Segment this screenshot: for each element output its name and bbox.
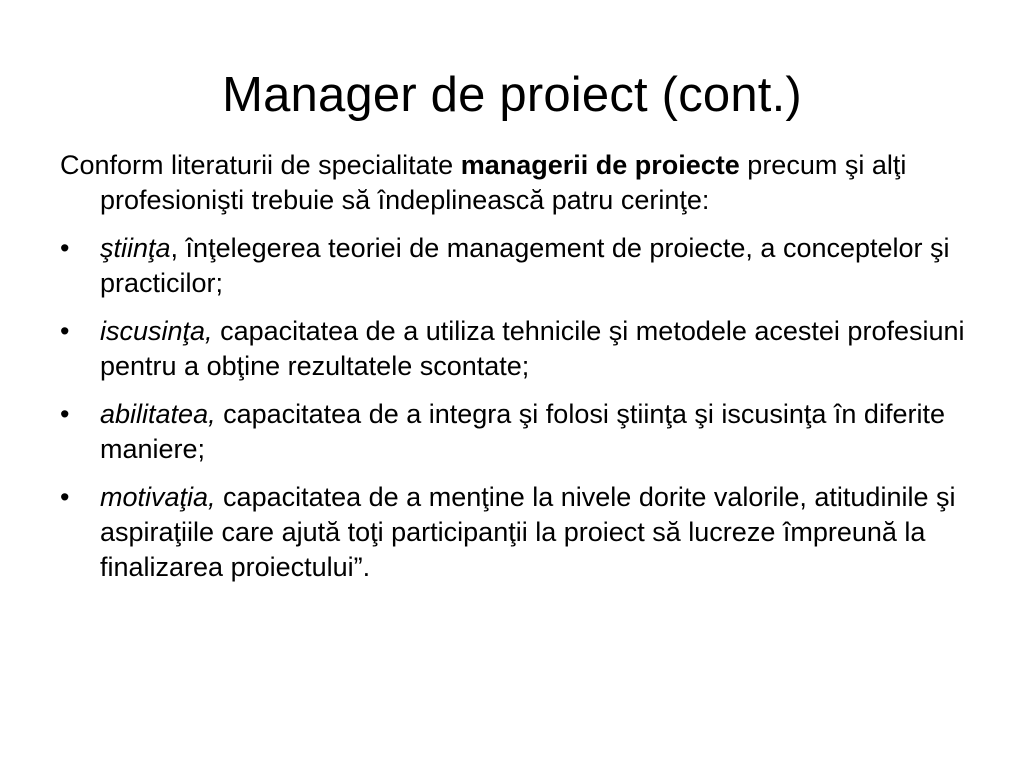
bullet-text: capacitatea de a integra şi folosi ştiinţa şi iscusinţa în diferite maniere; — [100, 399, 945, 464]
intro-rest-text: precum şi alţi profesionişti trebuie să îndeplinească patru cerinţe: — [100, 150, 907, 215]
bullet-text: , înţelegerea teoriei de management de proiecte, a conceptelor şi practicilor; — [100, 233, 950, 298]
slide-body — [60, 148, 980, 585]
slide-title: Manager de proiect (cont.) — [222, 68, 802, 122]
bullet-term: abilitatea, — [100, 399, 216, 429]
bullet-text: capacitatea de a menţine la nivele dorite valorile, atitudinile şi aspiraţiile care ajută toţi participanţii la proiect să lucreze împreună la finalizarea proiectului”. — [100, 482, 956, 582]
intro-lead-text: Conform literaturii de specialitate — [60, 150, 461, 180]
bullet-list — [60, 231, 980, 585]
intro-paragraph — [60, 148, 980, 218]
bullet-term: ştiinţa — [100, 233, 171, 263]
bullet-marker: • — [60, 316, 70, 346]
bullet-marker: • — [60, 399, 70, 429]
bullet-item-motivatia — [60, 480, 980, 585]
bullet-item-iscusinta — [60, 314, 980, 384]
bullet-text: capacitatea de a utiliza tehnicile şi metodele acestei profesiuni pentru a obţine rezultatele scontate; — [100, 316, 965, 381]
bullet-marker: • — [60, 482, 70, 512]
bullet-marker: • — [60, 233, 70, 263]
bullet-item-abilitatea — [60, 397, 980, 467]
intro-bold-text: managerii de proiecte — [460, 150, 740, 180]
bullet-term: iscusinţa, — [100, 316, 213, 346]
bullet-item-stiinta — [60, 231, 980, 301]
bullet-term: motivaţia, — [100, 482, 216, 512]
